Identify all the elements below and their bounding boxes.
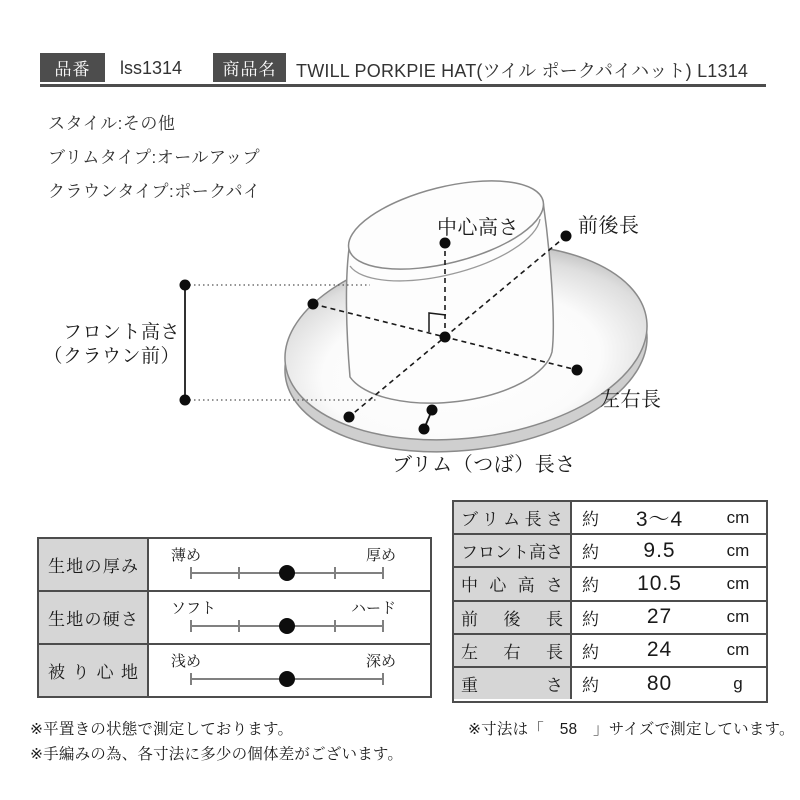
note-handmade-variance: ※手編みの為、各寸法に多少の個体差がございます。 (30, 746, 404, 763)
note-measured-flat: ※平置きの状態で測定しております。 (30, 721, 294, 738)
scale-tick (382, 620, 384, 632)
scale-tick (238, 620, 240, 632)
scale-tick (382, 567, 384, 579)
spec-label-text: フロント高さ (461, 543, 563, 563)
brim-type-line: ブリムタイプ:オールアップ (48, 148, 261, 167)
table-row (454, 502, 766, 535)
spec-label-text: 重さ (461, 676, 563, 696)
approx-text: 約 (582, 642, 599, 662)
left-right-length-label: 左右長 (600, 389, 662, 411)
spec-label-front-height (454, 535, 572, 566)
scale-track (190, 678, 384, 680)
spec-label-brim (454, 502, 572, 533)
front-height-label-line2: （クラウン前） (43, 346, 180, 367)
row-label-text: 生地の厚み (48, 557, 138, 576)
scale-endpoint-labels (149, 539, 430, 565)
spec-value: 10.5 (637, 571, 682, 595)
scale-marker-dot (279, 671, 295, 687)
scale-min-label: ソフト (171, 600, 217, 617)
spec-label-center-height (454, 568, 572, 599)
row-label-text: 生地の硬さ (48, 610, 138, 629)
spec-value-cell (572, 502, 766, 533)
spec-label-text: ブリム長さ (461, 510, 563, 530)
approx-text: 約 (582, 676, 599, 696)
row-label-text: 被り心地 (48, 663, 138, 682)
table-row (454, 602, 766, 635)
wearing-fit-label (39, 645, 149, 696)
front-height-label (38, 321, 180, 369)
spec-value: 27 (646, 605, 673, 629)
spec-label-text: 左右長 (461, 642, 563, 662)
spec-value-cell (572, 668, 766, 699)
spec-unit: g (733, 673, 743, 693)
scale-tick (334, 567, 336, 579)
fabric-thickness-label (39, 539, 149, 590)
spec-label-left-right (454, 635, 572, 666)
approx-text: 約 (582, 609, 599, 629)
item-code-tag: 品番 (40, 53, 105, 82)
fabric-thickness-scale (149, 539, 430, 590)
scale-min-label: 薄め (171, 547, 202, 564)
table-row (454, 668, 766, 699)
table-row (454, 568, 766, 601)
spec-unit: cm (726, 573, 750, 593)
table-row (39, 592, 430, 645)
style-info-line: スタイル:その他 (48, 114, 176, 133)
scale-marker-dot (279, 565, 295, 581)
scale-max-label: 深め (365, 653, 396, 670)
brim-length-label: ブリム（つば）長さ (392, 454, 576, 476)
table-row (39, 539, 430, 592)
scale-tick (190, 673, 192, 685)
spec-value-cell (572, 602, 766, 633)
table-row (454, 535, 766, 568)
product-name-value: TWILL PORKPIE HAT(ツイル ポークパイハット) L1314 (296, 61, 749, 81)
fabric-stiffness-scale (149, 592, 430, 643)
spec-value: 80 (646, 671, 673, 695)
spec-value: 3～4 (635, 507, 684, 531)
spec-unit: cm (726, 507, 750, 527)
front-height-label-line1: フロント高さ (62, 322, 180, 343)
spec-label-text: 前後長 (461, 609, 563, 629)
approx-text: 約 (582, 576, 599, 596)
spec-label-weight (454, 668, 572, 699)
spec-value-cell (572, 635, 766, 666)
crown-type-line: クラウンタイプ:ポークパイ (48, 182, 261, 201)
spec-value-cell (572, 535, 766, 566)
spec-label-front-back (454, 602, 572, 633)
spec-value: 24 (646, 638, 673, 662)
scale-max-label: 厚め (365, 547, 396, 564)
approx-text: 約 (582, 510, 599, 530)
table-row (39, 645, 430, 696)
item-code-value: lss1314 (120, 58, 183, 78)
note-size-58: ※寸法は「 58 」サイズで測定しています。 (468, 721, 795, 738)
scale-endpoint-labels (149, 645, 430, 671)
spec-label-text: 中心高さ (461, 576, 563, 596)
center-height-label: 中心高さ (437, 217, 519, 239)
scale-min-label: 浅め (171, 653, 202, 670)
table-row (454, 635, 766, 668)
scale-max-label: ハード (350, 600, 396, 617)
scale-track (190, 625, 384, 627)
scale-endpoint-labels (149, 592, 430, 618)
scale-track (190, 572, 384, 574)
spec-unit: cm (726, 540, 750, 560)
spec-unit: cm (726, 607, 750, 627)
fabric-stiffness-label (39, 592, 149, 643)
scale-tick (334, 620, 336, 632)
spec-value-cell (572, 568, 766, 599)
scale-tick (190, 567, 192, 579)
header-divider (40, 84, 766, 87)
spec-unit: cm (726, 640, 750, 660)
scale-tick (238, 567, 240, 579)
front-back-length-label: 前後長 (578, 215, 640, 237)
scale-tick (190, 620, 192, 632)
scale-tick (382, 673, 384, 685)
spec-value: 9.5 (643, 538, 676, 562)
fabric-property-table (37, 537, 432, 698)
scale-marker-dot (279, 618, 295, 634)
wearing-fit-scale (149, 645, 430, 696)
approx-text: 約 (582, 543, 599, 563)
product-name-tag: 商品名 (213, 53, 286, 82)
measurement-spec-table (452, 500, 768, 703)
